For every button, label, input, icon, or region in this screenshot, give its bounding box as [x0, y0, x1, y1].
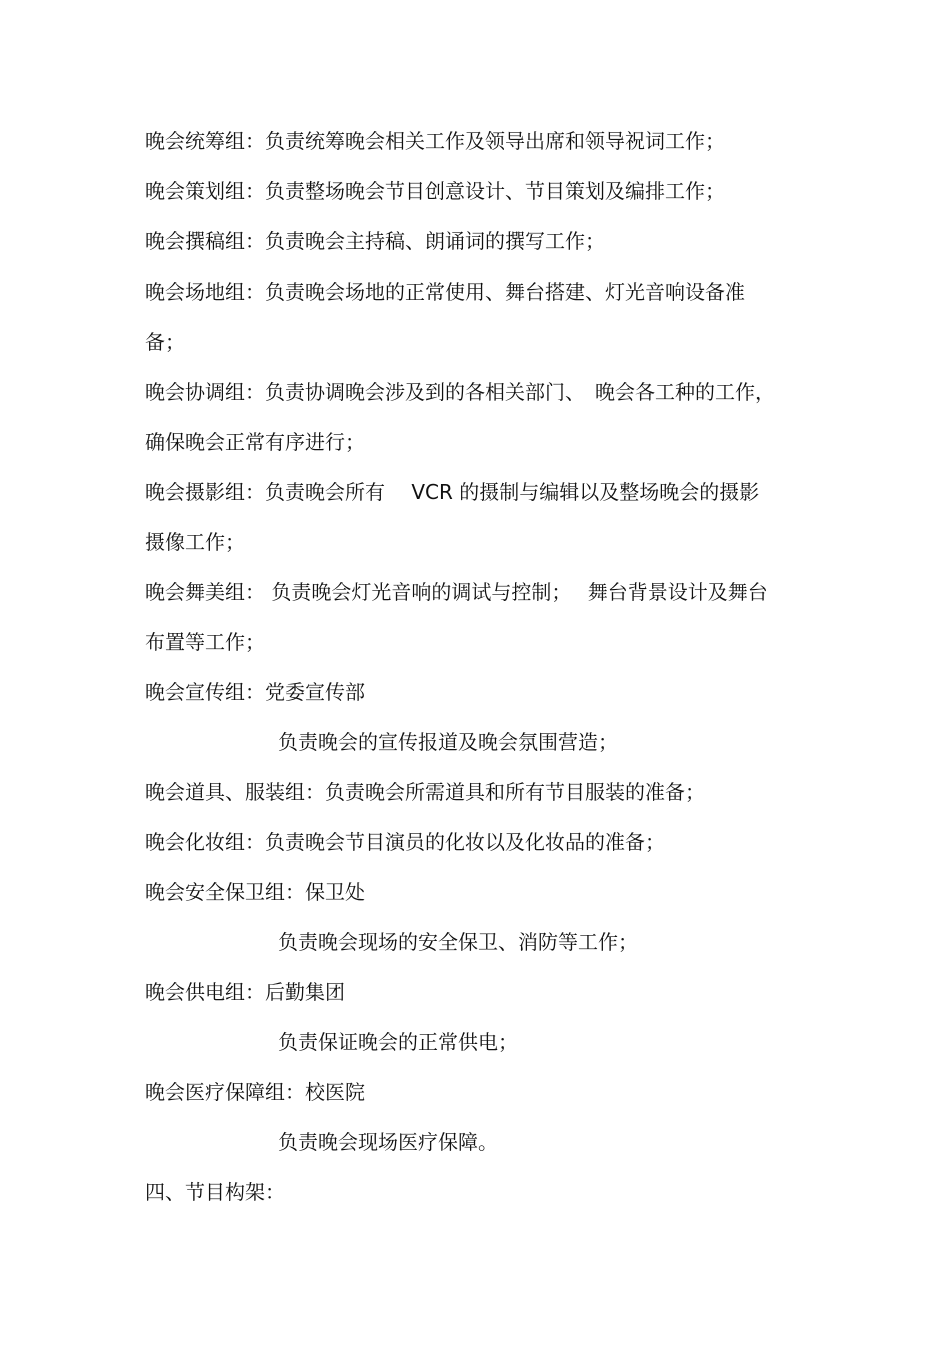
text-line-indented: 负责晚会的宣传报道及晚会氛围营造；	[278, 730, 618, 754]
text-line: 晚会撰稿组：负责晚会主持稿、朗诵词的撰写工作；	[145, 229, 605, 253]
text-line: 确保晚会正常有序进行；	[145, 430, 365, 454]
text-line-indented: 负责保证晚会的正常供电；	[278, 1030, 518, 1054]
text-line: 晚会策划组：负责整场晚会节目创意设计、节目策划及编排工作；	[145, 179, 725, 203]
text-line: 晚会舞美组： 负责晚会灯光音响的调试与控制； 舞台背景设计及舞台	[145, 580, 768, 604]
text-line-indented: 负责晚会现场医疗保障。	[278, 1130, 498, 1154]
text-line: 晚会协调组：负责协调晚会涉及到的各相关部门、 晚会各工种的工作，	[145, 380, 775, 404]
text-line: 晚会医疗保障组：校医院	[145, 1080, 365, 1104]
text-line: 晚会化妆组：负责晚会节目演员的化妆以及化妆品的准备；	[145, 830, 665, 854]
text-line: 备；	[145, 330, 185, 354]
text-line: 晚会宣传组：党委宣传部	[145, 680, 365, 704]
text-line: 布置等工作；	[145, 630, 265, 654]
text-line-indented: 负责晚会现场的安全保卫、消防等工作；	[278, 930, 638, 954]
text-line: 摄像工作；	[145, 530, 245, 554]
section-heading: 四、节目构架：	[145, 1180, 285, 1204]
text-line: 晚会安全保卫组：保卫处	[145, 880, 365, 904]
text-line: 晚会供电组：后勤集团	[145, 980, 345, 1004]
text-line: 晚会摄影组：负责晚会所有 VCR 的摄制与编辑以及整场晚会的摄影	[145, 480, 760, 504]
text-line: 晚会场地组：负责晚会场地的正常使用、舞台搭建、灯光音响设备准	[145, 280, 745, 304]
text-line: 晚会统筹组：负责统筹晚会相关工作及领导出席和领导祝词工作；	[145, 129, 725, 153]
text-line: 晚会道具、服装组：负责晚会所需道具和所有节目服装的准备；	[145, 780, 705, 804]
